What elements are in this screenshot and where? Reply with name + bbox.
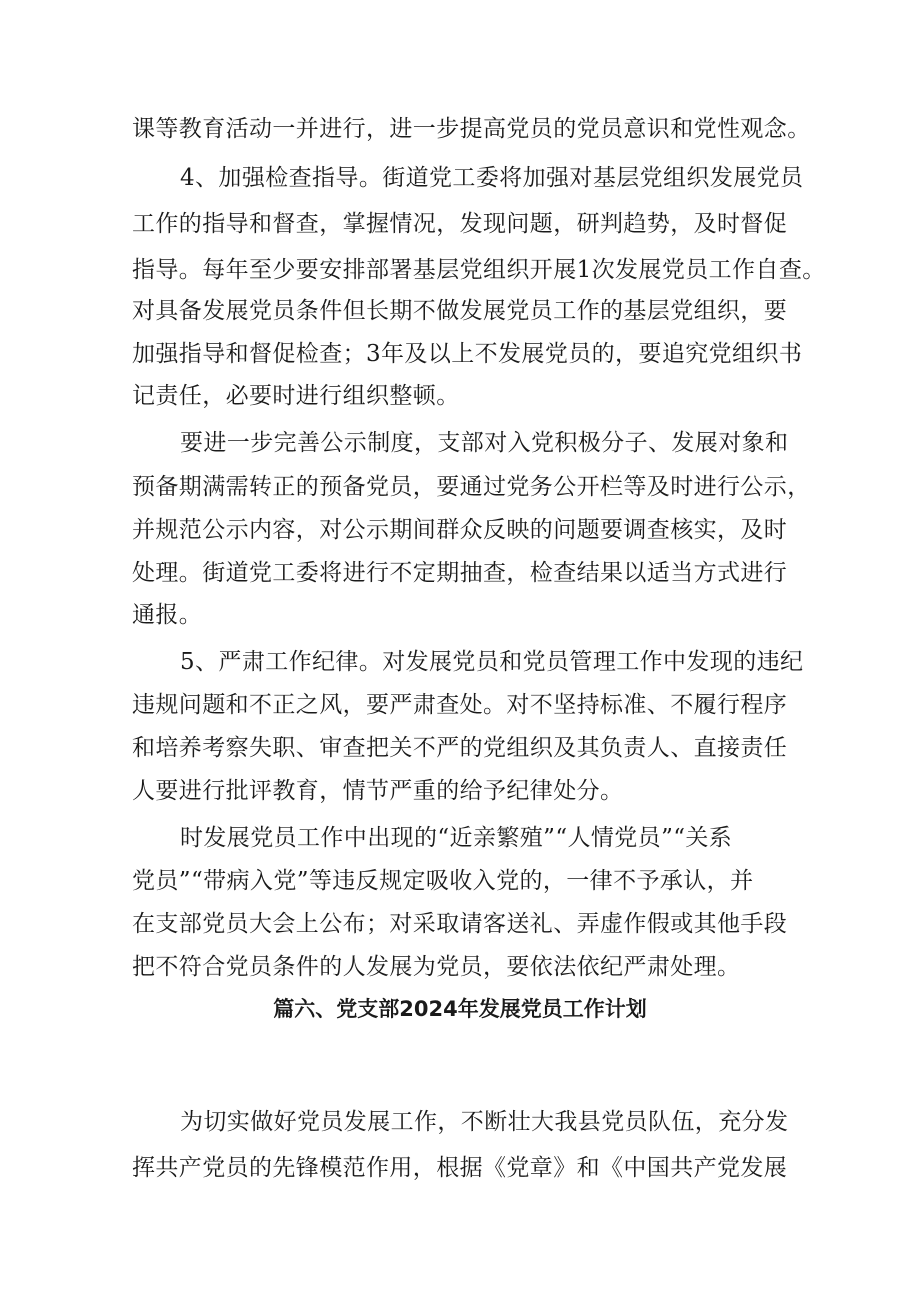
text-line: 并规范公示内容，对公示期间群众反映的问题要调查核实，及时: [132, 517, 788, 543]
text-line: 要进一步完善公示制度，支部对入党积极分子、发展对象和: [180, 430, 789, 456]
text-line: 在支部党员大会上公布；对采取请客送礼、弄虚作假或其他手段: [132, 911, 788, 937]
text-line: 5、严肃工作纪律。对发展党员和党员管理工作中发现的违纪: [180, 649, 804, 675]
text-line: 4、加强检查指导。街道党工委将加强对基层党组织发展党员: [180, 165, 804, 191]
text-line: 和培养考察失职、审查把关不严的党组织及其负责人、直接责任: [132, 735, 788, 761]
text-line: 预备期满需转正的预备党员，要通过党务公开栏等及时进行公示，: [132, 474, 811, 500]
text-line: 通报。: [132, 602, 203, 628]
text-line: 为切实做好党员发展工作，不断壮大我县党员队伍，充分发: [180, 1109, 789, 1135]
text-line: 把不符合党员条件的人发展为党员，要依法依纪严肃处理。: [132, 954, 741, 980]
text-line: 课等教育活动一并进行，进一步提高党员的党员意识和党性观念。: [132, 116, 811, 142]
text-line: 时发展党员工作中出现的“近亲繁殖”“人情党员”“关系: [180, 825, 733, 851]
text-line: 违规问题和不正之风，要严肃查处。对不坚持标准、不履行程序: [132, 692, 788, 718]
text-line: 挥共产党员的先锋模范作用，根据《党章》和《中国共产党发展: [132, 1155, 788, 1181]
text-line: 处理。街道党工委将进行不定期抽查，检查结果以适当方式进行: [132, 560, 788, 586]
text-line: 对具备发展党员条件但长期不做发展党员工作的基层党组织，要: [132, 298, 788, 324]
text-line: 工作的指导和督查，掌握情况，发现问题，研判趋势，及时督促: [132, 211, 788, 237]
text-line: 党员”“带病入党”等违反规定吸收入党的，一律不予承认，并: [132, 868, 754, 894]
text-line: 加强指导和督促检查；3年及以上不发展党员的，要追究党组织书: [132, 341, 803, 367]
text-line: 人要进行批评教育，情节严重的给予纪律处分。: [132, 778, 624, 804]
section-heading: 篇六、党支部2024年发展党员工作计划: [273, 997, 647, 1021]
text-line: 记责任，必要时进行组织整顿。: [132, 383, 460, 409]
text-line: 指导。每年至少要安排部署基层党组织开展1次发展党员工作自查。: [132, 257, 826, 283]
